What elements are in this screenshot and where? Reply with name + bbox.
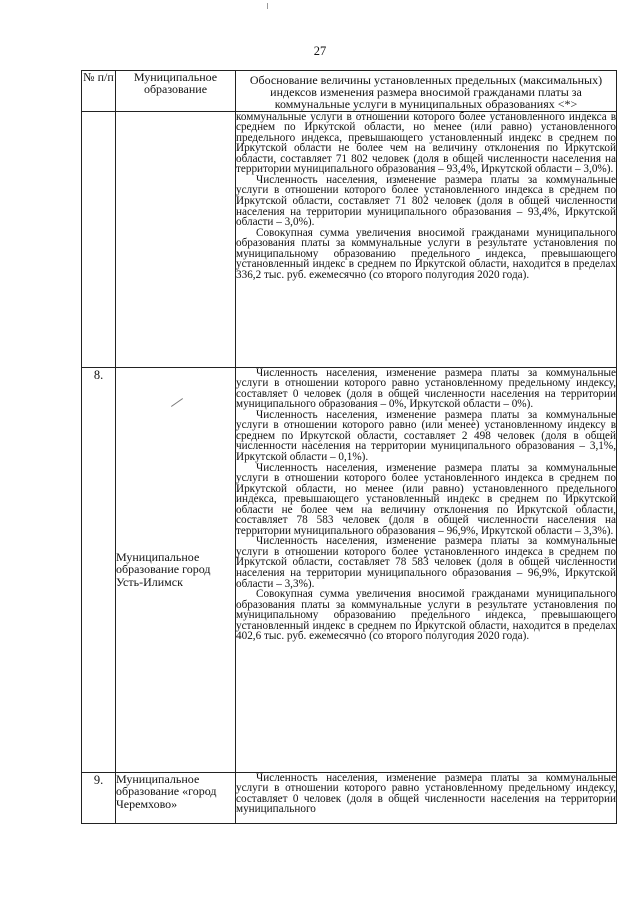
paragraph: Численность населения, изменение размера платы за коммунальные услуги в отношении которого равно установленному предельному индексу, составляет 0 человек (доля в общей численности населения на территории муниципального образования – 0%, Иркутской области – 0%).: [236, 366, 616, 411]
page-number: 27: [313, 44, 327, 58]
row-justification: [236, 367, 617, 772]
header-municipality: Муниципальное образование: [116, 71, 236, 112]
paragraph: Численность населения, изменение размера платы за коммунальные услуги в отношении которого равно установленному предельному индексу, составляет 0 человек (доля в общей численности населения на территории муниципального: [236, 771, 616, 816]
paragraph: Численность населения, изменение размера платы за коммунальные услуги в отношении которого более установленного индекса в среднем по Иркутской области, составляет 71 802 человек (доля в общей численности населения на территории муниципального образования – 93,4%, Иркутской области – 3,0%).: [236, 173, 616, 229]
row-number: 8.: [82, 367, 116, 772]
justification-table: [81, 70, 617, 824]
header-justification-cell: [236, 71, 617, 112]
paragraph: коммунальные услуги в отношении которого более установленного индекса в среднем по Иркутской области, но менее (или равно) установленного предельного индекса, превышающего установленный индекс в среднем по Иркутской области не более чем на величину отклонения по Иркутской области, составляет 71 802 человек (доля в общей численности населения на территории муниципального образования – 93,4%, Иркутской области – 3,0%).: [236, 110, 616, 176]
row-number: 9.: [82, 772, 116, 823]
header-justification: Обоснование величины установленных предельных (максимальных) индексов изменения размера вносимой гражданами платы за коммунальные услуги в муниципальных образованиях <*>: [249, 73, 603, 112]
table-row: [82, 772, 617, 823]
paragraph: Совокупная сумма увеличения вносимой гражданами муниципального образования платы за коммунальные услуги в результате установления по муниципальному образованию предельного индекса, превышающего установленный индекс в среднем по Иркутской области, находится в пределах 336,2 тыс. руб. ежемесячно (со второго полугодия 2020 года).: [236, 226, 616, 281]
paragraph: Численность населения, изменение размера платы за коммунальные услуги в отношении которого равно (или менее) установленному индексу в среднем по Иркутской области, составляет 2 498 человек (доля в общей численности населения на территории муниципального образования – 3,1%, Иркутской области – 0,1%).: [236, 408, 616, 463]
row-municipality: Муниципальное образование город Усть-Илимск: [116, 367, 236, 772]
paragraph: Численность населения, изменение размера платы за коммунальные услуги в отношении которого более установленного индекса в среднем по Иркутской области, составляет 78 583 человек (доля в общей численности населения на территории муниципального образования – 96,9%, Иркутской области – 3,3%).: [236, 535, 616, 590]
paragraph: Численность населения, изменение размера платы за коммунальные услуги в отношении которого более установленного индекса в среднем по Иркутской области, но менее (или равно) установленного предельного индекса, превышающего установленный индекс в среднем по Иркутской области не более чем на величину отклонения по Иркутской области, составляет 78 583 человек (доля в общей численности населения на территории муниципального образования – 96,9%, Иркутской области – 3,3%).: [236, 461, 616, 537]
row-municipality: [116, 111, 236, 367]
paragraph: Совокупная сумма увеличения вносимой гражданами муниципального образования платы за коммунальные услуги в результате установления по муниципальному образованию предельного индекса, превышающего установленный индекс в среднем по Иркутской области, находится в пределах 402,6 тыс. руб. ежемесячно (со второго полугодия 2020 года).: [236, 588, 616, 643]
row-municipality: Муниципальное образование «город Черемхово»: [116, 772, 236, 823]
table-header-row: [82, 71, 617, 112]
header-num: № п/п: [82, 71, 116, 112]
scan-mark: [267, 3, 268, 9]
row-number: [82, 111, 116, 367]
row-justification: [236, 111, 617, 367]
table-row: [82, 111, 617, 367]
row-justification: [236, 772, 617, 823]
table-row: [82, 367, 617, 772]
